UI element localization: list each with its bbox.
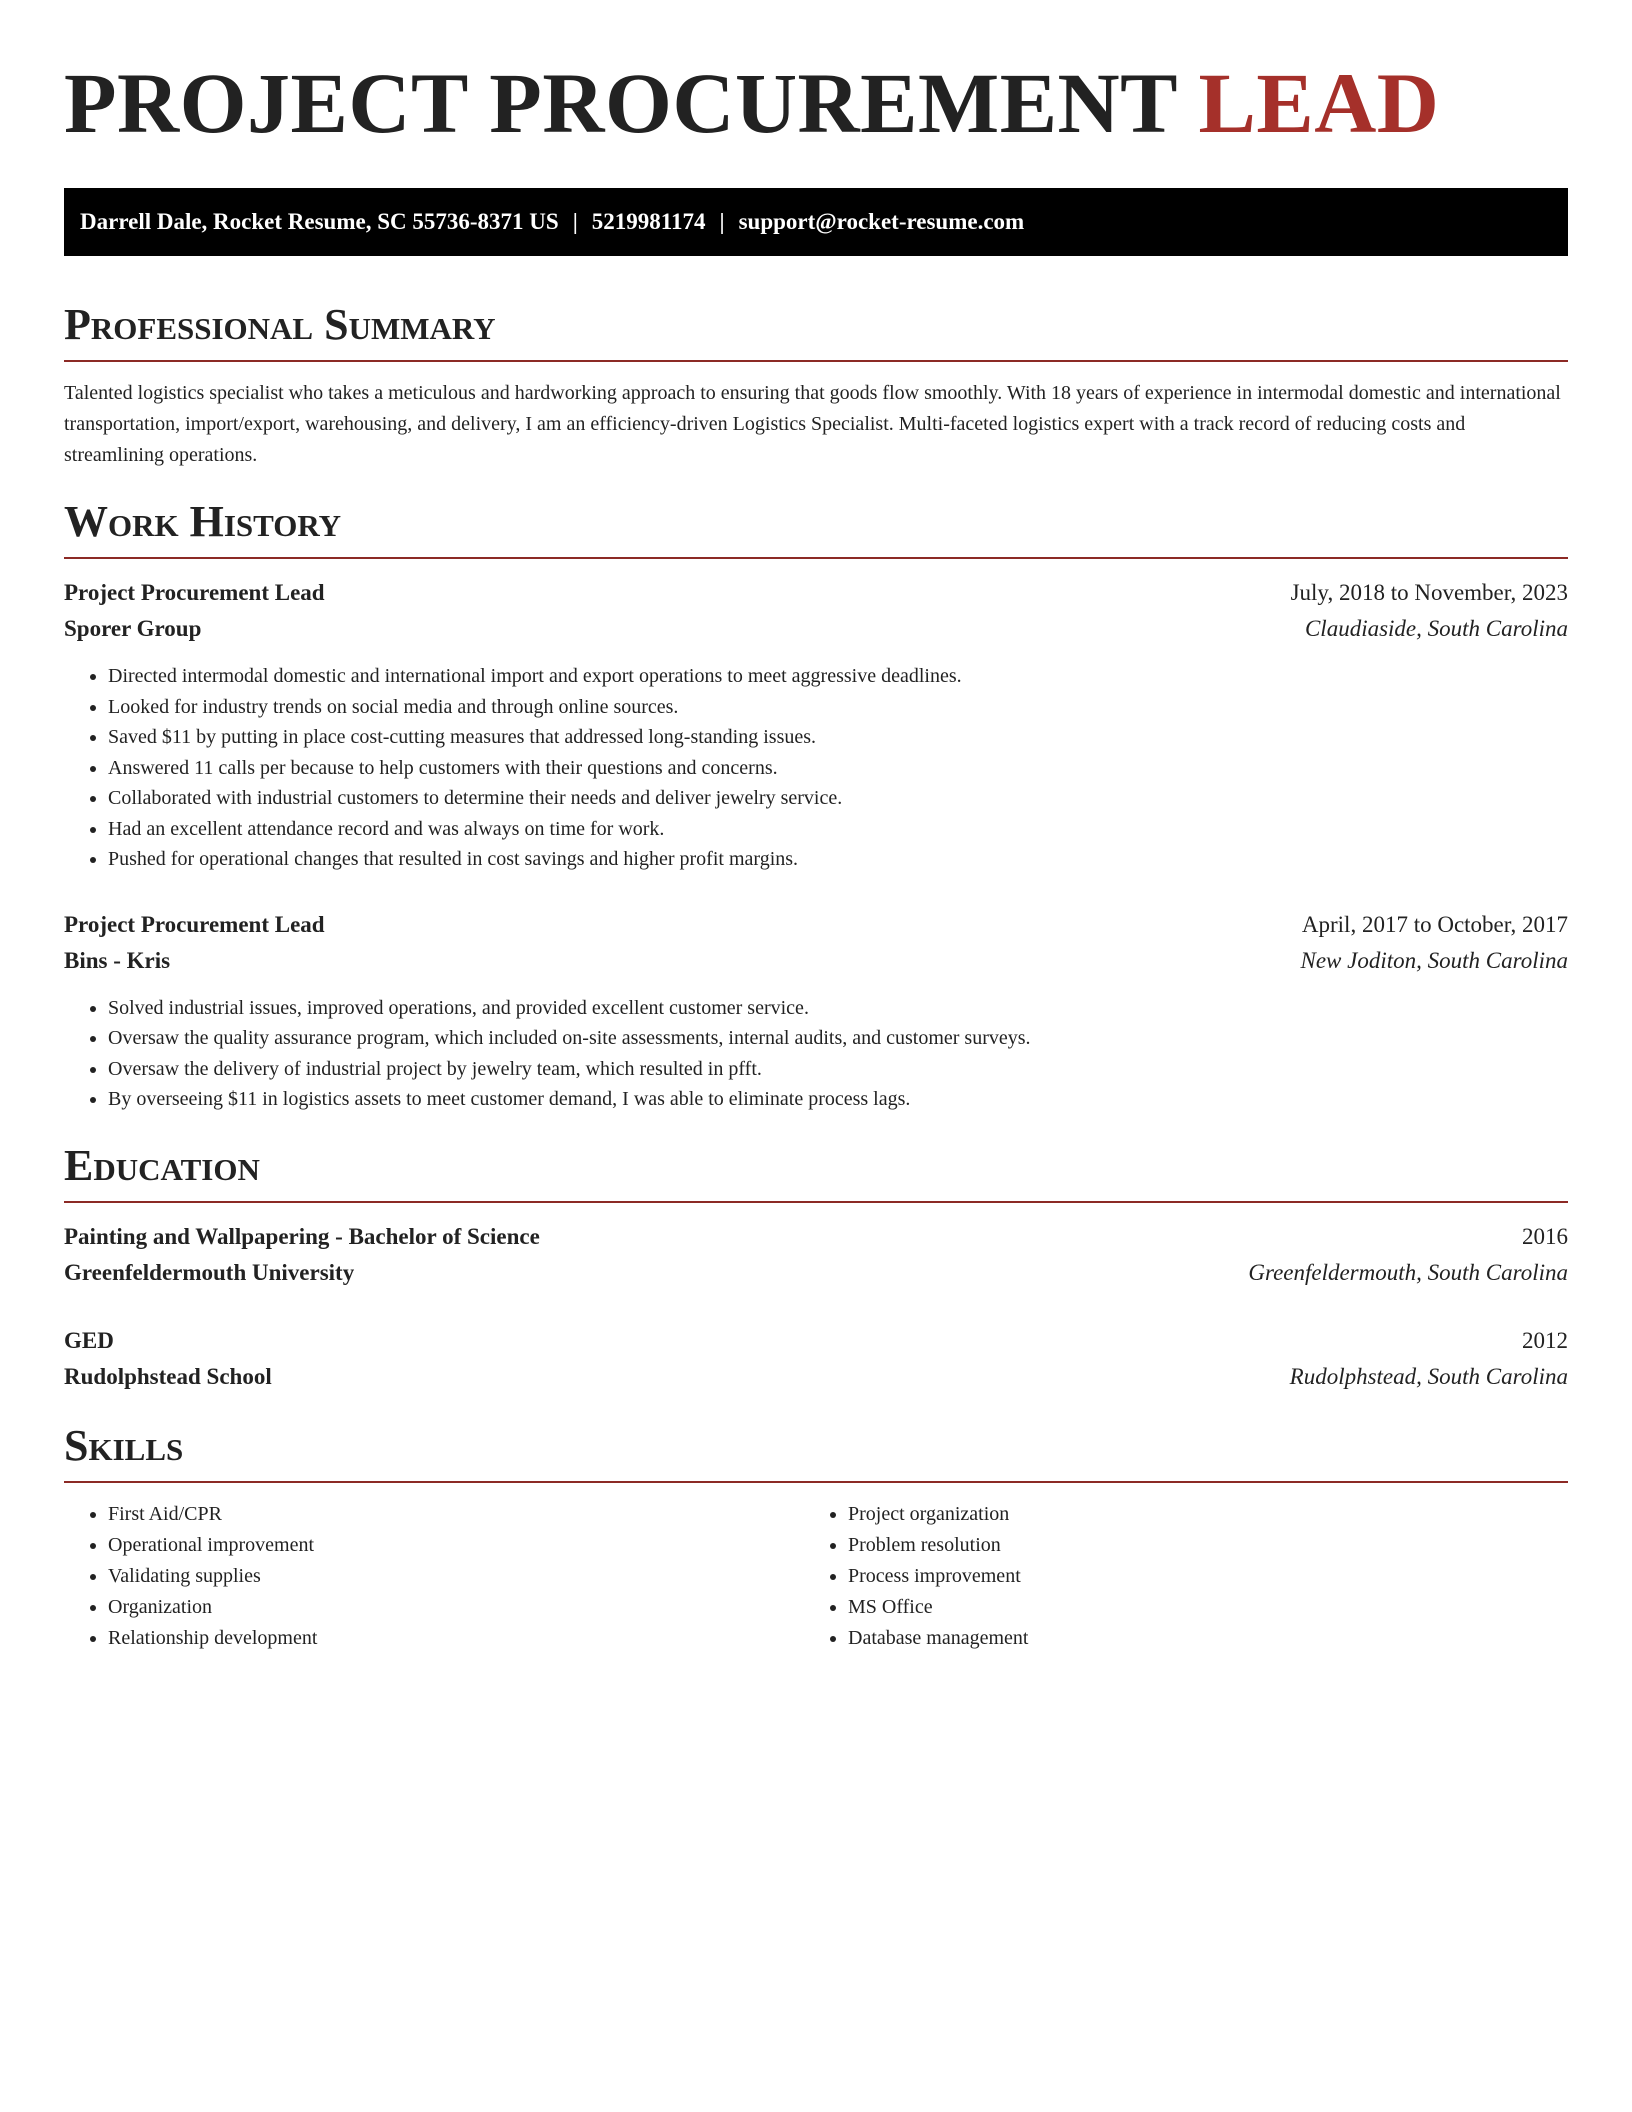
job-bullet: • Solved industrial issues, improved operations, and provided excellent customer service. [108,993,1568,1024]
job-company: Sporer Group [64,616,202,641]
resume-page [64,0,1568,1654]
job-location: New Joditon, South Carolina [1300,947,1568,973]
job-location: Claudiaside, South Carolina [1304,616,1568,641]
education-entry [64,1219,1568,1291]
skills-list-right [804,1499,1544,1654]
job-bullet: • Pushed for operational changes that resulted in cost savings and higher profit margins. [108,844,1568,875]
job-entry [64,575,1568,875]
job-company: Bins - Kris [64,947,171,973]
education-list [64,1219,1568,1395]
skill-item: • Validating supplies [108,1561,804,1592]
job-bullets [64,993,1568,1115]
skills-section [64,1421,1568,1654]
section-heading-summary: Professional Summary [64,300,1568,362]
section-heading-work: Work History [64,497,1568,559]
contact-email: support@rocket-resume.com [738,209,1025,234]
education-year: 2016 [1522,1223,1568,1249]
education-year: 2012 [1522,1327,1568,1353]
skill-item: • Relationship development [108,1623,804,1654]
job-bullet: • Directed intermodal domestic and international import and export operations to meet aggressive deadlines. [108,661,1568,692]
job-bullet: • By overseeing $11 in logistics assets to meet customer demand, I was able to eliminate process lags. [108,1084,1568,1115]
contact-separator: | [572,209,578,234]
contact-address: Darrell Dale, Rocket Resume, SC 55736-8371 US [80,209,559,234]
skills-columns [64,1499,1568,1654]
job-list [64,575,1568,1115]
skill-item: • Operational improvement [108,1530,804,1561]
job-bullet: • Had an excellent attendance record and was always on time for work. [108,814,1568,845]
contact-separator: | [719,209,725,234]
title-accent: LEAD [1198,55,1440,151]
education-entry [64,1323,1568,1395]
summary-text: Talented logistics specialist who takes a meticulous and hardworking approach to ensuring that goods flow smoothly. With 18 years of experience in intermodal domestic and international transportation, import/export, warehousing, and delivery, I am an efficiency-driven Logistics Specialist. Multi-faceted logistics expert with a track record of reducing costs and streamlining operations. [64,382,1561,466]
section-heading-education: Education [64,1141,1568,1203]
job-bullets [64,661,1568,875]
job-bullet: • Oversaw the quality assurance program, which included on-site assessments, internal audits, and customer surveys. [108,1023,1568,1054]
education-degree: GED [64,1327,114,1353]
section-heading-skills: Skills [64,1421,1568,1483]
skill-item: • Process improvement [848,1561,1544,1592]
skill-item: • First Aid/CPR [108,1499,804,1530]
education-location: Greenfeldermouth, South Carolina [1248,1259,1568,1285]
skill-item: • Problem resolution [848,1530,1544,1561]
job-title: Project Procurement Lead [64,911,325,937]
skills-list-left [64,1499,804,1654]
job-bullet: • Oversaw the delivery of industrial project by jewelry team, which resulted in pfft. [108,1054,1568,1085]
job-bullet: • Looked for industry trends on social media and through online sources. [108,692,1568,723]
contact-bar [64,188,1568,256]
job-entry [64,907,1568,1115]
education-section [64,1141,1568,1395]
job-dates: April, 2017 to October, 2017 [1301,911,1568,937]
skill-item: • Database management [848,1623,1544,1654]
job-bullet: • Collaborated with industrial customers to determine their needs and deliver jewelry service. [108,783,1568,814]
job-bullet: • Answered 11 calls per because to help customers with their questions and concerns. [108,753,1568,784]
summary-section [64,300,1568,471]
title-main: PROJECT PROCUREMENT [64,55,1177,151]
job-dates: July, 2018 to November, 2023 [1290,580,1568,605]
job-title: Project Procurement Lead [64,580,325,605]
skill-item: • Organization [108,1592,804,1623]
skill-item: • MS Office [848,1592,1544,1623]
education-degree: Painting and Wallpapering - Bachelor of Science [64,1223,540,1249]
education-location: Rudolphstead, South Carolina [1289,1363,1568,1389]
work-history-section [64,497,1568,1115]
job-bullet: • Saved $11 by putting in place cost-cutting measures that addressed long-standing issues. [108,722,1568,753]
resume-title [64,55,1568,151]
contact-phone: 5219981174 [591,209,706,234]
skill-item: • Project organization [848,1499,1544,1530]
education-school: Greenfeldermouth University [64,1259,355,1285]
education-school: Rudolphstead School [64,1363,272,1389]
